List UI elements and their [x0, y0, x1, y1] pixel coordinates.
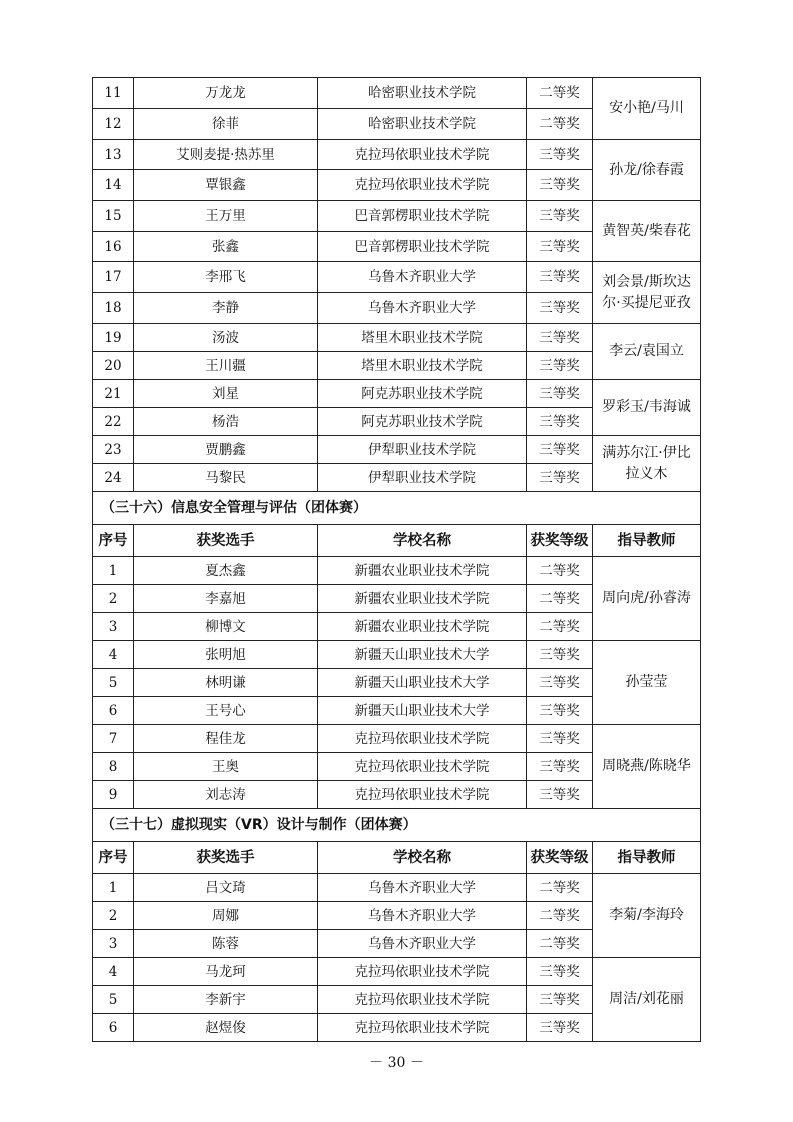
award-level: 二等奖 [527, 557, 593, 585]
advisor-teachers: 周向虎/孙睿涛 [593, 557, 701, 641]
school-name: 新疆天山职业技术大学 [318, 669, 527, 697]
row-number: 6 [93, 1014, 134, 1042]
row-number: 6 [93, 697, 134, 725]
winner-name: 王川疆 [134, 352, 318, 380]
advisor-teachers: 罗彩玉/韦海诚 [593, 380, 701, 436]
award-level: 二等奖 [527, 930, 593, 958]
row-number: 22 [93, 408, 134, 436]
winner-name: 汤波 [134, 324, 318, 352]
column-header-school: 学校名称 [318, 525, 527, 557]
table-row [93, 140, 701, 170]
row-number: 12 [93, 109, 134, 140]
award-level: 三等奖 [527, 170, 593, 201]
school-name: 新疆农业职业技术学院 [318, 585, 527, 613]
advisor-teachers: 周晓燕/陈晓华 [593, 725, 701, 809]
winner-name: 王奥 [134, 753, 318, 781]
award-level: 三等奖 [527, 986, 593, 1014]
winner-name: 覃银鑫 [134, 170, 318, 201]
award-level: 三等奖 [527, 408, 593, 436]
row-number: 16 [93, 232, 134, 262]
award-level: 二等奖 [527, 78, 593, 109]
awards-table [92, 77, 701, 1042]
winner-name: 王号心 [134, 697, 318, 725]
row-number: 4 [93, 641, 134, 669]
winner-name: 刘志涛 [134, 781, 318, 809]
column-header-teacher: 指导教师 [593, 525, 701, 557]
award-level: 二等奖 [527, 109, 593, 140]
row-number: 2 [93, 585, 134, 613]
column-header-school: 学校名称 [318, 842, 527, 874]
table-row [93, 958, 701, 986]
section-title-row [93, 809, 701, 842]
school-name: 克拉玛依职业技术学院 [318, 1014, 527, 1042]
row-number: 21 [93, 380, 134, 408]
row-number: 1 [93, 874, 134, 902]
column-header-teacher: 指导教师 [593, 842, 701, 874]
table-row [93, 78, 701, 109]
advisor-teachers: 李菊/李海玲 [593, 874, 701, 958]
advisor-teachers: 周洁/刘花丽 [593, 958, 701, 1042]
table-row [93, 324, 701, 352]
school-name: 阿克苏职业技术学院 [318, 380, 527, 408]
award-level: 三等奖 [527, 293, 593, 324]
column-header-number: 序号 [93, 842, 134, 874]
table-row [93, 262, 701, 293]
award-level: 三等奖 [527, 669, 593, 697]
winner-name: 李嘉旭 [134, 585, 318, 613]
table-row [93, 436, 701, 464]
row-number: 14 [93, 170, 134, 201]
school-name: 巴音郭楞职业技术学院 [318, 201, 527, 232]
winner-name: 张鑫 [134, 232, 318, 262]
school-name: 克拉玛依职业技术学院 [318, 753, 527, 781]
award-level: 三等奖 [527, 201, 593, 232]
row-number: 17 [93, 262, 134, 293]
section-title-row [93, 492, 701, 525]
school-name: 克拉玛依职业技术学院 [318, 781, 527, 809]
advisor-teachers: 黄智英/柴春花 [593, 201, 701, 262]
award-level: 三等奖 [527, 436, 593, 464]
award-level: 三等奖 [527, 725, 593, 753]
advisor-teachers: 李云/袁国立 [593, 324, 701, 380]
winner-name: 吕文琦 [134, 874, 318, 902]
row-number: 4 [93, 958, 134, 986]
school-name: 阿克苏职业技术学院 [318, 408, 527, 436]
winner-name: 张明旭 [134, 641, 318, 669]
row-number: 11 [93, 78, 134, 109]
school-name: 克拉玛依职业技术学院 [318, 170, 527, 201]
award-level: 三等奖 [527, 753, 593, 781]
winner-name: 夏杰鑫 [134, 557, 318, 585]
award-level: 三等奖 [527, 1014, 593, 1042]
winner-name: 程佳龙 [134, 725, 318, 753]
award-level: 二等奖 [527, 874, 593, 902]
row-number: 15 [93, 201, 134, 232]
winner-name: 陈蓉 [134, 930, 318, 958]
row-number: 5 [93, 986, 134, 1014]
column-header-number: 序号 [93, 525, 134, 557]
row-number: 2 [93, 902, 134, 930]
row-number: 1 [93, 557, 134, 585]
table-row [93, 380, 701, 408]
school-name: 哈密职业技术学院 [318, 78, 527, 109]
table-row [93, 557, 701, 585]
winner-name: 马黎民 [134, 464, 318, 492]
column-header-award: 获奖等级 [527, 842, 593, 874]
award-level: 三等奖 [527, 697, 593, 725]
winner-name: 李邢飞 [134, 262, 318, 293]
winner-name: 马龙珂 [134, 958, 318, 986]
award-level: 二等奖 [527, 613, 593, 641]
award-level: 二等奖 [527, 585, 593, 613]
table-row [93, 641, 701, 669]
winner-name: 杨浩 [134, 408, 318, 436]
school-name: 塔里木职业技术学院 [318, 352, 527, 380]
winner-name: 林明谦 [134, 669, 318, 697]
school-name: 新疆农业职业技术学院 [318, 557, 527, 585]
award-level: 三等奖 [527, 262, 593, 293]
school-name: 新疆天山职业技术大学 [318, 697, 527, 725]
school-name: 塔里木职业技术学院 [318, 324, 527, 352]
winner-name: 王万里 [134, 201, 318, 232]
school-name: 克拉玛依职业技术学院 [318, 140, 527, 170]
table-row [93, 201, 701, 232]
winner-name: 徐菲 [134, 109, 318, 140]
award-level: 三等奖 [527, 352, 593, 380]
award-level: 三等奖 [527, 641, 593, 669]
award-level: 三等奖 [527, 781, 593, 809]
advisor-teachers: 孙龙/徐春霞 [593, 140, 701, 201]
column-header-winner: 获奖选手 [134, 842, 318, 874]
page-number: － 30 － [369, 1055, 424, 1071]
award-level: 三等奖 [527, 324, 593, 352]
section-title: （三十七）虚拟现实（VR）设计与制作（团体赛） [93, 809, 701, 842]
advisor-teachers: 满苏尔江·伊比拉义木 [593, 436, 701, 492]
row-number: 18 [93, 293, 134, 324]
school-name: 伊犁职业技术学院 [318, 464, 527, 492]
row-number: 9 [93, 781, 134, 809]
advisor-teachers: 刘会景/斯坎达尔·买提尼亚孜 [593, 262, 701, 324]
row-number: 20 [93, 352, 134, 380]
winner-name: 贾鹏鑫 [134, 436, 318, 464]
table-row [93, 725, 701, 753]
row-number: 23 [93, 436, 134, 464]
school-name: 乌鲁木齐职业大学 [318, 902, 527, 930]
school-name: 克拉玛依职业技术学院 [318, 958, 527, 986]
school-name: 克拉玛依职业技术学院 [318, 986, 527, 1014]
row-number: 8 [93, 753, 134, 781]
winner-name: 赵煜俊 [134, 1014, 318, 1042]
winner-name: 李静 [134, 293, 318, 324]
winner-name: 万龙龙 [134, 78, 318, 109]
school-name: 克拉玛依职业技术学院 [318, 725, 527, 753]
row-number: 24 [93, 464, 134, 492]
column-header-winner: 获奖选手 [134, 525, 318, 557]
winner-name: 艾则麦提·热苏里 [134, 140, 318, 170]
winner-name: 刘星 [134, 380, 318, 408]
row-number: 5 [93, 669, 134, 697]
column-header-award: 获奖等级 [527, 525, 593, 557]
school-name: 新疆农业职业技术学院 [318, 613, 527, 641]
header-row [93, 842, 701, 874]
header-row [93, 525, 701, 557]
advisor-teachers: 安小艳/马川 [593, 78, 701, 140]
school-name: 乌鲁木齐职业大学 [318, 293, 527, 324]
award-level: 三等奖 [527, 380, 593, 408]
row-number: 3 [93, 613, 134, 641]
award-level: 二等奖 [527, 902, 593, 930]
school-name: 伊犁职业技术学院 [318, 436, 527, 464]
advisor-teachers: 孙莹莹 [593, 641, 701, 725]
row-number: 3 [93, 930, 134, 958]
table-row [93, 874, 701, 902]
row-number: 7 [93, 725, 134, 753]
award-level: 三等奖 [527, 464, 593, 492]
winner-name: 柳博文 [134, 613, 318, 641]
row-number: 19 [93, 324, 134, 352]
award-level: 三等奖 [527, 958, 593, 986]
award-level: 三等奖 [527, 232, 593, 262]
school-name: 新疆天山职业技术大学 [318, 641, 527, 669]
section-title: （三十六）信息安全管理与评估（团体赛） [93, 492, 701, 525]
school-name: 巴音郭楞职业技术学院 [318, 232, 527, 262]
school-name: 乌鲁木齐职业大学 [318, 262, 527, 293]
school-name: 哈密职业技术学院 [318, 109, 527, 140]
school-name: 乌鲁木齐职业大学 [318, 874, 527, 902]
winner-name: 周娜 [134, 902, 318, 930]
winner-name: 李新宇 [134, 986, 318, 1014]
award-level: 三等奖 [527, 140, 593, 170]
school-name: 乌鲁木齐职业大学 [318, 930, 527, 958]
row-number: 13 [93, 140, 134, 170]
